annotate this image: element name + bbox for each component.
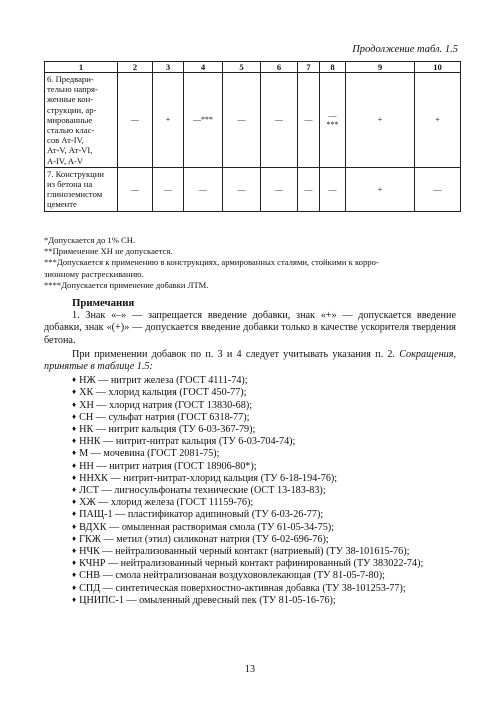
footnote: *Допускается до 1% СН. <box>44 235 136 245</box>
abbreviation-item <box>44 387 456 399</box>
abbreviation-text: СПД — синтетическая поверхностно-активная добавка (ТУ 38-101253-77); <box>79 582 406 594</box>
abbreviation-text: ХН — хлорид натрия (ГОСТ 13830-68); <box>79 399 253 411</box>
row-label-line: Ат-V, Ат-VI, <box>47 145 93 156</box>
diamond-bullet-icon: ♦ <box>72 460 77 470</box>
note-paragraph-2-text: При применении добавок по п. 3 и 4 следует учитывать указания п. 2. <box>72 348 400 360</box>
column-header: 10 <box>415 62 461 73</box>
diamond-bullet-icon: ♦ <box>72 436 77 446</box>
column-header: 7 <box>298 62 320 73</box>
footnote: ***Допускается к применению в конструкциях, армированных сталями, стойкими к корро- <box>44 257 379 268</box>
abbreviation-item <box>44 497 456 509</box>
abbreviation-item <box>44 400 456 412</box>
column-header: 8 <box>320 62 346 73</box>
notes-heading: Примечания <box>72 297 135 309</box>
diamond-bullet-icon: ♦ <box>72 497 77 507</box>
diamond-bullet-icon: ♦ <box>72 448 77 458</box>
diamond-bullet-icon: ♦ <box>72 558 77 568</box>
abbreviation-text: ПАЩ-1 — пластификатор адипиновый (ТУ 6-03-26-77); <box>79 509 324 521</box>
table-cell: —*** <box>184 73 223 168</box>
diamond-bullet-icon: ♦ <box>72 546 77 556</box>
abbreviation-text: НК — нитрит кальция (ТУ 6-03-367-79); <box>79 424 256 436</box>
table-cell: — <box>223 73 261 168</box>
abbreviation-text: ХЖ — хлорид железа (ГОСТ 11159-76); <box>79 497 254 509</box>
abbreviation-text: ГКЖ — метил (этил) силиконат натрия (ТУ 6-02-696-76); <box>79 533 329 545</box>
abbreviation-text: ЛСТ — лигносульфонаты технические (ОСТ 13-183-83); <box>79 485 326 497</box>
diamond-bullet-icon: ♦ <box>72 485 77 495</box>
row-label-line: A-IV, A-V <box>47 155 84 166</box>
row-label-line: 6. Предвари- <box>47 74 94 84</box>
abbreviation-item <box>44 473 456 485</box>
table-cell: — <box>298 73 320 168</box>
abbreviation-text: ЦНИПС-1 — омыленный древесный пек (ТУ 81-05-16-76); <box>79 594 336 606</box>
diamond-bullet-icon: ♦ <box>72 424 77 434</box>
row-label <box>45 167 118 211</box>
abbreviation-item <box>44 534 456 546</box>
note-paragraph-2 <box>44 349 456 373</box>
row-label <box>45 73 118 168</box>
abbreviation-item <box>44 509 456 521</box>
column-header: 6 <box>261 62 298 73</box>
diamond-bullet-icon: ♦ <box>72 399 77 409</box>
table-continuation-caption: Продолжение табл. 1.5 <box>352 44 458 55</box>
abbreviations-intro: Сокращения, принятые в таблице 1.5: <box>44 348 456 373</box>
abbreviation-item <box>44 375 456 387</box>
row-label-line: струкции, ар- <box>47 104 97 115</box>
table-cell: — <box>261 73 298 168</box>
abbreviation-text: КЧНР — нейтрализованный черный контакт рафинированный (ТУ 383022-74); <box>79 558 424 570</box>
column-header: 3 <box>153 62 184 73</box>
row-label-line: 7. Конструкции <box>47 168 104 179</box>
abbreviation-text: НН — нитрит натрия (ГОСТ 18906-80*); <box>79 460 257 472</box>
abbreviation-text: НЧК — нейтрализованный черный контакт (натриевый) (ТУ 38-101615-76); <box>79 546 410 558</box>
abbreviation-item <box>44 485 456 497</box>
footnote: зионному растрескиванию. <box>44 268 144 279</box>
abbreviation-item <box>44 412 456 424</box>
table-cell: — <box>320 167 346 211</box>
diamond-bullet-icon: ♦ <box>72 509 77 519</box>
page-number: 13 <box>244 664 256 675</box>
diamond-bullet-icon: ♦ <box>72 521 77 531</box>
column-header: 9 <box>346 62 415 73</box>
table-cell: — <box>118 73 153 168</box>
table-cell: + <box>346 167 415 211</box>
footnote: **Применение ХН не допускается. <box>44 246 173 257</box>
abbreviation-text: М — мочевина (ГОСТ 2081-75); <box>79 448 220 460</box>
table-cell: — <box>223 167 261 211</box>
table-cell: — *** <box>320 73 346 168</box>
diamond-bullet-icon: ♦ <box>72 375 77 385</box>
diamond-bullet-icon: ♦ <box>72 594 77 604</box>
abbreviation-list <box>44 375 456 607</box>
note-paragraph-1: 1. Знак «–» — запрещается введение добавки, знак «+» — допускается введение добавки, знак «(+)» — допускается введение добавки только в качестве ускорителя твердения бетона. <box>44 310 456 346</box>
diamond-bullet-icon: ♦ <box>72 582 77 592</box>
row-label-line: тельно напря- <box>47 84 98 95</box>
abbreviation-item <box>44 595 456 607</box>
table-cell: — <box>153 167 184 211</box>
column-header: 1 <box>45 62 118 73</box>
table-cell: + <box>153 73 184 168</box>
abbreviation-item <box>44 522 456 534</box>
abbreviation-item <box>44 424 456 436</box>
diamond-bullet-icon: ♦ <box>72 570 77 580</box>
abbreviation-item <box>44 461 456 473</box>
table-cell: + <box>415 73 461 168</box>
table-cell: — <box>298 167 320 211</box>
row-label-line: женные кон- <box>47 94 94 105</box>
abbreviation-text: НЖ — нитрит железа (ГОСТ 4111-74); <box>79 375 248 387</box>
notes-section <box>44 297 456 607</box>
abbreviation-item <box>44 448 456 460</box>
row-label-line: глиноземистом <box>47 189 103 200</box>
table-row <box>45 73 461 168</box>
abbreviation-text: ВДХК — омыленная растворимая смола (ТУ 61-05-34-75); <box>79 521 335 533</box>
abbreviation-item <box>44 583 456 595</box>
diamond-bullet-icon: ♦ <box>72 387 77 397</box>
abbreviation-item <box>44 558 456 570</box>
diamond-bullet-icon: ♦ <box>72 472 77 482</box>
row-label-line: цементе <box>47 199 77 210</box>
additives-table <box>44 61 461 212</box>
column-header: 2 <box>118 62 153 73</box>
row-label-line: сов Ат-IV, <box>47 135 84 146</box>
diamond-bullet-icon: ♦ <box>72 411 77 421</box>
abbreviation-item <box>44 436 456 448</box>
footnotes <box>44 235 464 291</box>
abbreviation-text: ННХК — нитрит-нитрат-хлорид кальция (ТУ 6-18-194-76); <box>79 472 338 484</box>
abbreviation-text: СНВ — смола нейтрализованая воздухововлекающая (ТУ 81-05-7-80); <box>79 570 385 582</box>
table-cell: + <box>346 73 415 168</box>
row-label-line: сталью клас- <box>47 125 95 136</box>
table-cell: — <box>184 167 223 211</box>
row-label-line: мированные <box>47 114 93 125</box>
table-cell: — <box>261 167 298 211</box>
diamond-bullet-icon: ♦ <box>72 533 77 543</box>
abbreviation-item <box>44 570 456 582</box>
table-cell: — <box>118 167 153 211</box>
abbreviation-text: СН — сульфат натрия (ГОСТ 6318-77); <box>79 411 250 423</box>
table-row <box>45 167 461 211</box>
column-header: 4 <box>184 62 223 73</box>
table-header-row <box>45 62 461 73</box>
abbreviation-text: ННК — нитрит-нитрат кальция (ТУ 6-03-704-74); <box>79 436 296 448</box>
abbreviation-text: ХК — хлорид кальция (ГОСТ 450-77); <box>79 387 247 399</box>
abbreviation-item <box>44 546 456 558</box>
table-cell: — <box>415 167 461 211</box>
footnote: ****Допускается применение добавки ЛТМ. <box>44 279 209 290</box>
row-label-line: из бетона на <box>47 179 93 190</box>
column-header: 5 <box>223 62 261 73</box>
